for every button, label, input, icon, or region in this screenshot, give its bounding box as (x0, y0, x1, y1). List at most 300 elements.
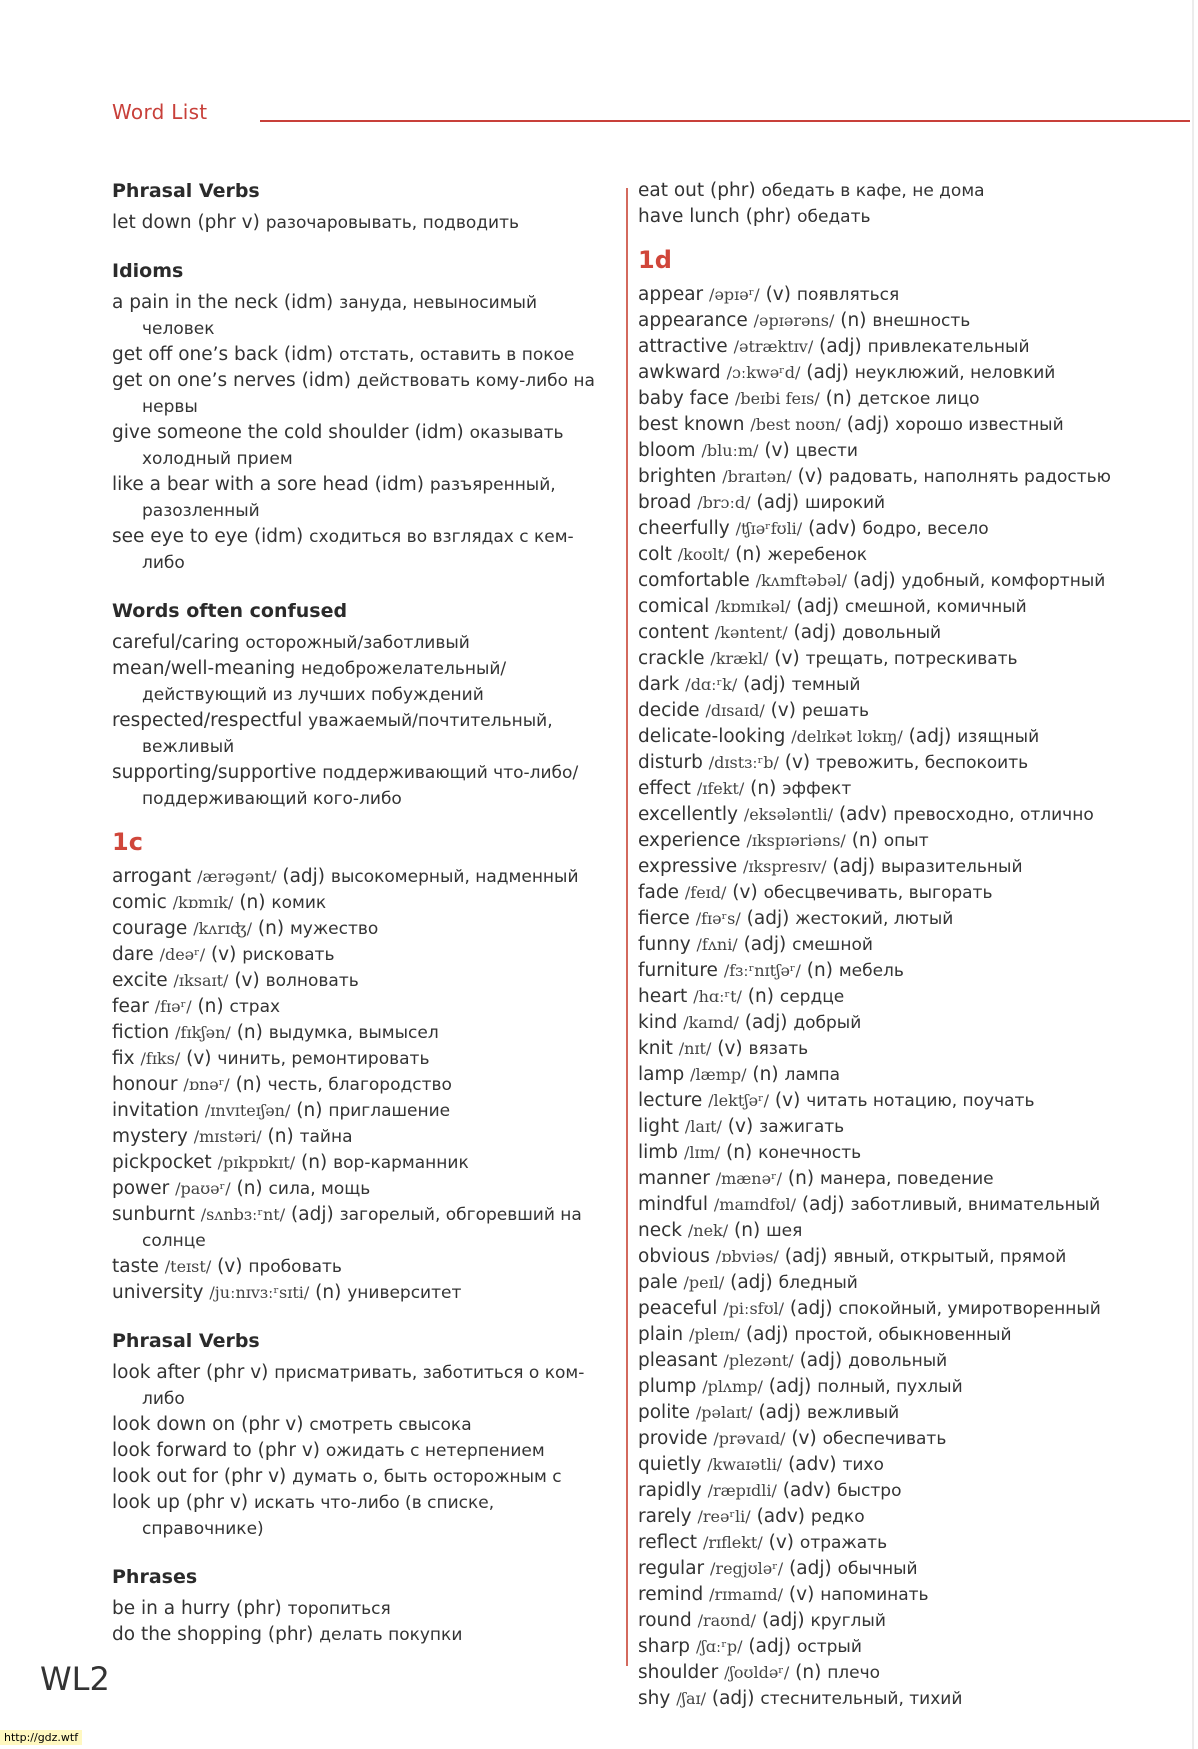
page-number: WL2 (40, 1660, 110, 1698)
entry-translation: добрый (793, 1013, 862, 1033)
unit-heading-1c: 1c (112, 828, 143, 856)
word-entry (638, 1244, 1178, 1270)
word-entry (112, 864, 612, 890)
entry-translation: недоброжелательный/действующий из лучших побуждений (142, 659, 507, 705)
entry-translation: напоминать (820, 1585, 929, 1605)
entry-translation: трещать, потрескивать (805, 649, 1018, 669)
word-entry (112, 656, 612, 708)
entry-list (112, 1596, 612, 1648)
entry-part-of-speech: (adj) (282, 866, 326, 887)
section-title-phrasal-verbs: Phrasal Verbs (112, 1330, 260, 1352)
entry-translation: разочаровывать, подводить (265, 213, 520, 233)
entry-translation: темный (791, 675, 861, 695)
entry-translation: тихо (842, 1455, 884, 1475)
word-entry (112, 1098, 612, 1124)
word-entry (112, 708, 612, 760)
entry-translation: явный, открытый, прямой (833, 1247, 1067, 1267)
entry-part-of-speech: (n) (239, 892, 266, 913)
entry-translation: вежливый (807, 1403, 900, 1423)
entry-word: appear (638, 284, 704, 305)
entry-word: comical (638, 596, 710, 617)
entry-translation: внешность (872, 311, 971, 331)
word-entry (638, 1036, 1178, 1062)
word-entry (638, 906, 1178, 932)
word-entry (638, 802, 1178, 828)
entry-translation: вор-карманник (333, 1153, 469, 1173)
entry-word: round (638, 1610, 692, 1631)
entry-list (112, 1360, 612, 1542)
entry-word: sunburnt (112, 1204, 195, 1225)
entry-part-of-speech: (phr v) (185, 1492, 249, 1513)
entry-word: look down on (112, 1414, 236, 1435)
entry-phonetic: /reəʳli/ (697, 1507, 751, 1526)
entry-part-of-speech: (phr v) (223, 1466, 287, 1487)
entry-part-of-speech: (phr v) (206, 1362, 269, 1383)
word-entry (112, 1020, 612, 1046)
entry-phonetic: /brɔːd/ (697, 493, 751, 512)
word-entry (638, 204, 1178, 230)
entry-part-of-speech: (idm) (283, 292, 334, 313)
entry-word: look forward to (112, 1440, 252, 1461)
entry-phonetic: /deəʳ/ (159, 945, 206, 964)
entry-translation: стеснительный, тихий (760, 1689, 963, 1709)
word-entry (112, 524, 612, 576)
word-entry (112, 760, 612, 812)
entry-phonetic: /ətræktɪv/ (733, 337, 814, 356)
entry-word: baby face (638, 388, 730, 409)
entry-translation: бледный (778, 1273, 858, 1293)
entry-part-of-speech: (adj) (852, 570, 896, 591)
word-entry (112, 1124, 612, 1150)
word-entry (638, 490, 1178, 516)
entry-part-of-speech: (adv) (782, 1480, 832, 1501)
entry-part-of-speech: (phr) (267, 1624, 314, 1645)
entry-translation: страх (229, 997, 281, 1017)
entry-translation: оказывать холодный прием (142, 423, 564, 469)
entry-word: best known (638, 414, 745, 435)
entry-translation: жеребенок (767, 545, 868, 565)
entry-translation: зануда, невыносимый человек (142, 293, 537, 339)
word-entry (638, 1270, 1178, 1296)
entry-part-of-speech: (n) (257, 918, 285, 939)
entry-part-of-speech: (n) (301, 1152, 328, 1173)
word-entry (112, 1464, 612, 1490)
entry-translation: отстать, оставить в покое (339, 345, 575, 365)
entry-translation: редко (810, 1507, 865, 1527)
entry-part-of-speech: (n) (747, 986, 774, 1007)
entry-word: eat out (638, 180, 705, 201)
entry-word: get off one’s back (112, 344, 278, 365)
word-entry (638, 698, 1178, 724)
entry-phonetic: /fɪkʃən/ (175, 1023, 231, 1042)
entry-part-of-speech: (n) (315, 1282, 342, 1303)
entry-part-of-speech: (phr v) (257, 1440, 320, 1461)
entry-phonetic: /ʧɪəʳfʊli/ (735, 519, 803, 538)
entry-translation: появляться (796, 285, 900, 305)
entry-word: see eye to eye (112, 526, 249, 547)
entry-part-of-speech: (v) (791, 1428, 817, 1449)
entry-part-of-speech: (adj) (801, 1194, 845, 1215)
entry-translation: волновать (265, 971, 359, 991)
word-entry (638, 334, 1178, 360)
unit-heading-1d: 1d (638, 246, 672, 274)
word-entry (638, 1504, 1178, 1530)
entry-word: fear (112, 996, 149, 1017)
entry-translation: читать нотацию, поучать (806, 1091, 1035, 1111)
entry-translation: манера, поведение (819, 1169, 994, 1189)
word-entry (112, 630, 612, 656)
entry-word: reflect (638, 1532, 698, 1553)
word-entry (638, 1530, 1178, 1556)
word-entry (638, 308, 1178, 334)
entry-part-of-speech: (adj) (746, 908, 790, 929)
word-entry (112, 1176, 612, 1202)
entry-phonetic: /ærəgənt/ (197, 867, 277, 886)
entry-part-of-speech: (adv) (838, 804, 888, 825)
entry-part-of-speech: (adj) (711, 1688, 755, 1709)
entry-translation: разъяренный, разозленный (142, 475, 556, 521)
entry-word: like a bear with a sore head (112, 474, 369, 495)
entry-part-of-speech: (adj) (908, 726, 952, 747)
entry-translation: обедать (797, 207, 871, 227)
entry-translation: жестокий, лютый (795, 909, 954, 929)
entry-list (112, 210, 612, 236)
entry-part-of-speech: (v) (217, 1256, 243, 1277)
entry-translation: бодро, весело (862, 519, 989, 539)
word-entry (638, 542, 1178, 568)
entry-translation: думать о, быть осторожным с (292, 1467, 562, 1487)
word-entry (638, 1686, 1178, 1712)
word-entry (638, 1452, 1178, 1478)
entry-translation: широкий (804, 493, 886, 513)
word-entry (638, 1556, 1178, 1582)
entry-part-of-speech: (v) (764, 440, 790, 461)
entry-word: taste (112, 1256, 159, 1277)
entry-translation: чинить, ремонтировать (217, 1049, 430, 1069)
word-entry (112, 1150, 612, 1176)
word-entry (112, 1254, 612, 1280)
word-entry (638, 620, 1178, 646)
page-header-title: Word List (112, 100, 208, 124)
entry-phonetic: /prəvaɪd/ (713, 1429, 786, 1448)
word-entry (112, 1046, 612, 1072)
entry-word: experience (638, 830, 741, 851)
entry-translation: отражать (799, 1533, 888, 1553)
entry-translation: поддерживающий что-либо/поддерживающий кого-либо (142, 763, 579, 809)
entry-phonetic: /plezənt/ (723, 1351, 794, 1370)
entry-word: let down (112, 212, 192, 233)
word-entry (112, 290, 612, 342)
entry-translation: радовать, наполнять радостью (828, 467, 1111, 487)
word-entry (638, 1166, 1178, 1192)
word-entry (638, 932, 1178, 958)
entry-part-of-speech: (n) (752, 1064, 779, 1085)
entry-word: decide (638, 700, 700, 721)
entry-part-of-speech: (n) (750, 778, 777, 799)
entry-phonetic: /plʌmp/ (702, 1377, 763, 1396)
word-entry (638, 984, 1178, 1010)
word-entry (112, 472, 612, 524)
word-entry (638, 1062, 1178, 1088)
entry-phonetic: /beɪbi feɪs/ (734, 389, 820, 408)
entry-part-of-speech: (n) (235, 1074, 262, 1095)
word-entry (112, 368, 612, 420)
entry-phonetic: /fɪəʳ/ (154, 997, 192, 1016)
entry-phonetic: /kwaɪətli/ (707, 1455, 783, 1474)
entry-phonetic: /ɪksaɪt/ (173, 971, 229, 990)
word-entry (638, 880, 1178, 906)
left-column (112, 178, 612, 1648)
entry-word: look after (112, 1362, 201, 1383)
word-entry (112, 420, 612, 472)
word-entry (638, 594, 1178, 620)
entry-phonetic: /ɪkspresɪv/ (742, 857, 827, 876)
entry-phonetic: /pəlaɪt/ (695, 1403, 753, 1422)
entry-word: obvious (638, 1246, 710, 1267)
word-entry (638, 646, 1178, 672)
word-entry (112, 1490, 612, 1542)
word-entry (638, 1010, 1178, 1036)
entry-translation: уважаемый/почтительный, вежливый (142, 711, 553, 757)
entry-part-of-speech: (adj) (819, 336, 862, 357)
entry-word: heart (638, 986, 688, 1007)
word-entry (638, 1088, 1178, 1114)
entry-translation: плечо (827, 1663, 881, 1683)
entry-translation: действовать кому-либо на нервы (142, 371, 595, 417)
entry-word: broad (638, 492, 692, 513)
entry-list (112, 630, 612, 812)
entry-part-of-speech: (v) (186, 1048, 212, 1069)
entry-phonetic: /mænəʳ/ (715, 1169, 783, 1188)
entry-phonetic: /kɒmɪk/ (172, 893, 234, 912)
entry-word: honour (112, 1074, 178, 1095)
entry-part-of-speech: (v) (770, 700, 796, 721)
entry-word: look up (112, 1492, 180, 1513)
entry-word: respected/respectful (112, 710, 303, 731)
entry-word: brighten (638, 466, 717, 487)
entry-translation: мебель (838, 961, 904, 981)
entry-part-of-speech: (phr) (236, 1598, 282, 1619)
entry-phonetic: /pleɪn/ (688, 1325, 741, 1344)
entry-phonetic: /braɪtən/ (722, 467, 792, 486)
entry-word: pale (638, 1272, 678, 1293)
word-entry (638, 1426, 1178, 1452)
entry-word: peaceful (638, 1298, 718, 1319)
entry-part-of-speech: (adj) (743, 674, 786, 695)
entry-translation: торопиться (287, 1599, 391, 1619)
entry-phonetic: /paʊəʳ/ (175, 1179, 231, 1198)
entry-word: dark (638, 674, 680, 695)
entry-phonetic: /ʃɑːʳp/ (695, 1637, 743, 1656)
entry-part-of-speech: (adj) (743, 934, 787, 955)
entry-word: awkward (638, 362, 721, 383)
entry-list (638, 178, 1178, 230)
word-entry (638, 1140, 1178, 1166)
entry-word: neck (638, 1220, 682, 1241)
entry-word: bloom (638, 440, 696, 461)
word-entry (112, 890, 612, 916)
entry-part-of-speech: (adj) (793, 622, 837, 643)
entry-translation: честь, благородство (267, 1075, 452, 1095)
entry-phonetic: /nek/ (687, 1221, 729, 1240)
entry-word: university (112, 1282, 204, 1303)
entry-word: have lunch (638, 206, 740, 227)
entry-phonetic: /ɪfekt/ (696, 779, 745, 798)
entry-word: power (112, 1178, 170, 1199)
word-entry (112, 1280, 612, 1306)
entry-translation: осторожный/заботливый (245, 633, 470, 653)
word-entry (112, 1438, 612, 1464)
entry-part-of-speech: (adj) (730, 1272, 773, 1293)
entry-word: colt (638, 544, 672, 565)
word-entry (112, 994, 612, 1020)
word-entry (638, 1608, 1178, 1634)
entry-part-of-speech: (n) (825, 388, 852, 409)
entry-word: fiction (112, 1022, 170, 1043)
entry-word: polite (638, 1402, 690, 1423)
entry-translation: смешной, комичный (844, 597, 1027, 617)
entry-translation: детское лицо (857, 389, 980, 409)
word-entry (638, 958, 1178, 984)
entry-word: rapidly (638, 1480, 702, 1501)
entry-part-of-speech: (v) (717, 1038, 743, 1059)
entry-part-of-speech: (n) (840, 310, 867, 331)
word-entry (638, 1114, 1178, 1140)
word-entry (112, 1622, 612, 1648)
entry-phonetic: /kʌrɪʤ/ (193, 919, 252, 938)
entry-word: lecture (638, 1090, 703, 1111)
entry-word: pleasant (638, 1350, 718, 1371)
word-entry (638, 672, 1178, 698)
word-entry (638, 282, 1178, 308)
word-entry (638, 1322, 1178, 1348)
entry-translation: круглый (810, 1611, 886, 1631)
entry-part-of-speech: (v) (788, 1584, 815, 1605)
entry-phonetic: /ræpɪdli/ (707, 1481, 777, 1500)
entry-part-of-speech: (adj) (789, 1558, 832, 1579)
entry-word: funny (638, 934, 691, 955)
entry-list (638, 282, 1178, 1712)
entry-phonetic: /teɪst/ (164, 1257, 212, 1276)
entry-part-of-speech: (n) (734, 1220, 761, 1241)
entry-part-of-speech: (v) (774, 1090, 801, 1111)
entry-part-of-speech: (phr v) (241, 1414, 304, 1435)
entry-phonetic: /hɑːʳt/ (693, 987, 742, 1006)
entry-word: mystery (112, 1126, 188, 1147)
entry-translation: университет (347, 1283, 462, 1303)
entry-word: content (638, 622, 709, 643)
entry-phonetic: /rɪflekt/ (702, 1533, 763, 1552)
word-entry (638, 724, 1178, 750)
entry-part-of-speech: (idm) (414, 422, 464, 443)
footer-link[interactable]: http://gdz.wtf (0, 1730, 82, 1745)
entry-part-of-speech: (v) (784, 752, 811, 773)
entry-translation: опыт (883, 831, 929, 851)
entry-translation: делать покупки (319, 1625, 463, 1645)
entry-phonetic: /feɪd/ (684, 883, 727, 902)
entry-word: arrogant (112, 866, 192, 887)
entry-part-of-speech: (idm) (374, 474, 424, 495)
entry-part-of-speech: (v) (774, 648, 800, 669)
entry-word: comic (112, 892, 167, 913)
entry-word: kind (638, 1012, 678, 1033)
word-entry (638, 1582, 1178, 1608)
entry-part-of-speech: (adj) (744, 1012, 788, 1033)
entry-translation: довольный (848, 1351, 948, 1371)
entry-word: invitation (112, 1100, 199, 1121)
entry-list (112, 290, 612, 576)
entry-part-of-speech: (phr v) (197, 212, 260, 233)
entry-translation: шея (766, 1221, 803, 1241)
entry-word: appearance (638, 310, 748, 331)
entry-translation: загорелый, обгоревший на солнце (142, 1205, 582, 1251)
entry-phonetic: /dɪstɜːʳb/ (708, 753, 779, 772)
entry-phonetic: /əpɪərəns/ (753, 311, 835, 330)
entry-translation: острый (796, 1637, 862, 1657)
entry-translation: неуклюжий, неловкий (854, 363, 1056, 383)
entry-phonetic: /regjʊləʳ/ (710, 1559, 784, 1578)
entry-word: manner (638, 1168, 710, 1189)
entry-word: limb (638, 1142, 679, 1163)
entry-translation: довольный (842, 623, 942, 643)
entry-phonetic: /dɑːʳk/ (685, 675, 738, 694)
entry-part-of-speech: (adj) (761, 1610, 805, 1631)
entry-translation: эффект (782, 779, 852, 799)
entry-part-of-speech: (adv) (756, 1506, 806, 1527)
entry-part-of-speech: (n) (197, 996, 224, 1017)
entry-phonetic: /sʌnbɜːʳnt/ (200, 1205, 286, 1224)
word-entry (112, 1596, 612, 1622)
entry-part-of-speech: (adj) (799, 1350, 843, 1371)
entry-phonetic: /maɪndfʊl/ (713, 1195, 797, 1214)
entry-part-of-speech: (v) (234, 970, 260, 991)
entry-part-of-speech: (idm) (253, 526, 304, 547)
word-entry (638, 1296, 1178, 1322)
entry-part-of-speech: (n) (267, 1126, 294, 1147)
entry-phonetic: /kɒmɪkəl/ (715, 597, 791, 616)
entry-word: careful/caring (112, 632, 240, 653)
word-entry (638, 360, 1178, 386)
entry-part-of-speech: (n) (726, 1142, 753, 1163)
entry-word: quietly (638, 1454, 702, 1475)
entry-phonetic: /ʃoʊldəʳ/ (724, 1663, 790, 1682)
entry-part-of-speech: (adj) (758, 1402, 802, 1423)
entry-translation: привлекательный (867, 337, 1030, 357)
entry-translation: мужество (289, 919, 379, 939)
entry-translation: сходиться во взглядах с кем-либо (142, 527, 574, 573)
word-entry (638, 1634, 1178, 1660)
word-entry (638, 750, 1178, 776)
word-entry (638, 1218, 1178, 1244)
entry-word: knit (638, 1038, 673, 1059)
entry-translation: смешной (792, 935, 873, 955)
entry-translation: комик (271, 893, 327, 913)
entry-word: regular (638, 1558, 705, 1579)
entry-word: comfortable (638, 570, 750, 591)
entry-part-of-speech: (v) (765, 284, 791, 305)
word-entry (638, 412, 1178, 438)
page-edge (1192, 0, 1194, 1749)
entry-part-of-speech: (phr) (710, 180, 756, 201)
entry-word: plain (638, 1324, 684, 1345)
entry-part-of-speech: (adv) (808, 518, 857, 539)
word-entry (638, 386, 1178, 412)
entry-phonetic: /fɪəʳs/ (695, 909, 741, 928)
entry-part-of-speech: (n) (296, 1100, 323, 1121)
entry-phonetic: /kʌmftəbəl/ (755, 571, 848, 590)
word-entry (638, 1374, 1178, 1400)
entry-phonetic: /pɪkpɒkɪt/ (217, 1153, 296, 1172)
